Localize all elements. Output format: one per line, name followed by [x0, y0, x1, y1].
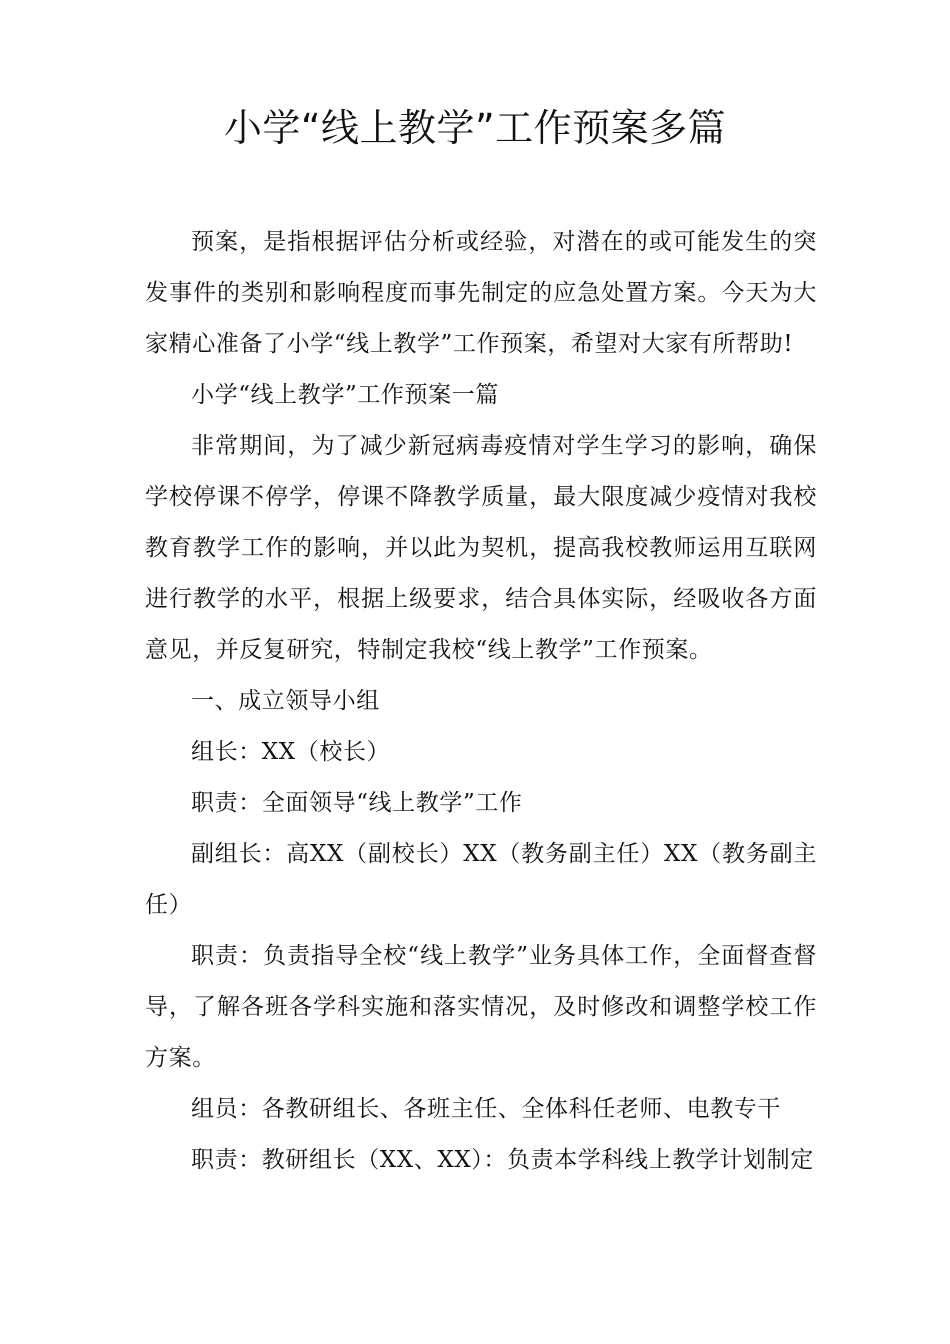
deputy-leader-line: 副组长：高XX（副校长）XX（教务副主任）XX（教务副主任） — [145, 841, 817, 918]
intro-paragraph: 预案，是指根据评估分析或经验，对潜在的或可能发生的突发事件的类别和影响程度而事先制定的应急处置方案。今天为大家精心准备了小学“线上教学”工作预案，希望对大家有所帮助! — [145, 229, 817, 357]
background-paragraph: 非常期间，为了减少新冠病毒疫情对学生学习的影响，确保学校停课不停学，停课不降教学质量，最大限度减少疫情对我校教育教学工作的影响，并以此为契机，提高我校教师运用互联网进行教学的水平，根据上级要求，结合具体实际，经吸收各方面意见，并反复研究，特制定我校“线上教学”工作预案。 — [145, 433, 817, 663]
deputy-leader-duty-paragraph: 职责：负责指导全校“线上教学”业务具体工作，全面督查督导，了解各班各学科实施和落实情况，及时修改和调整学校工作方案。 — [145, 943, 817, 1071]
section-heading-plan-one: 小学“线上教学”工作预案一篇 — [191, 382, 499, 408]
group-leader-line: 组长：XX（校长） — [191, 739, 391, 765]
document-title: 小学“线上教学”工作预案多篇 — [223, 106, 727, 150]
document-body — [145, 217, 817, 1186]
members-duty-line: 职责：教研组长（XX、XX）：负责本学科线上教学计划制定 — [191, 1147, 814, 1173]
group-leader-duty-line: 职责：全面领导“线上教学”工作 — [191, 790, 523, 816]
section-heading-leadership-group: 一、成立领导小组 — [191, 688, 380, 714]
members-line: 组员：各教研组长、各班主任、全体科任老师、电教专干 — [191, 1096, 781, 1122]
